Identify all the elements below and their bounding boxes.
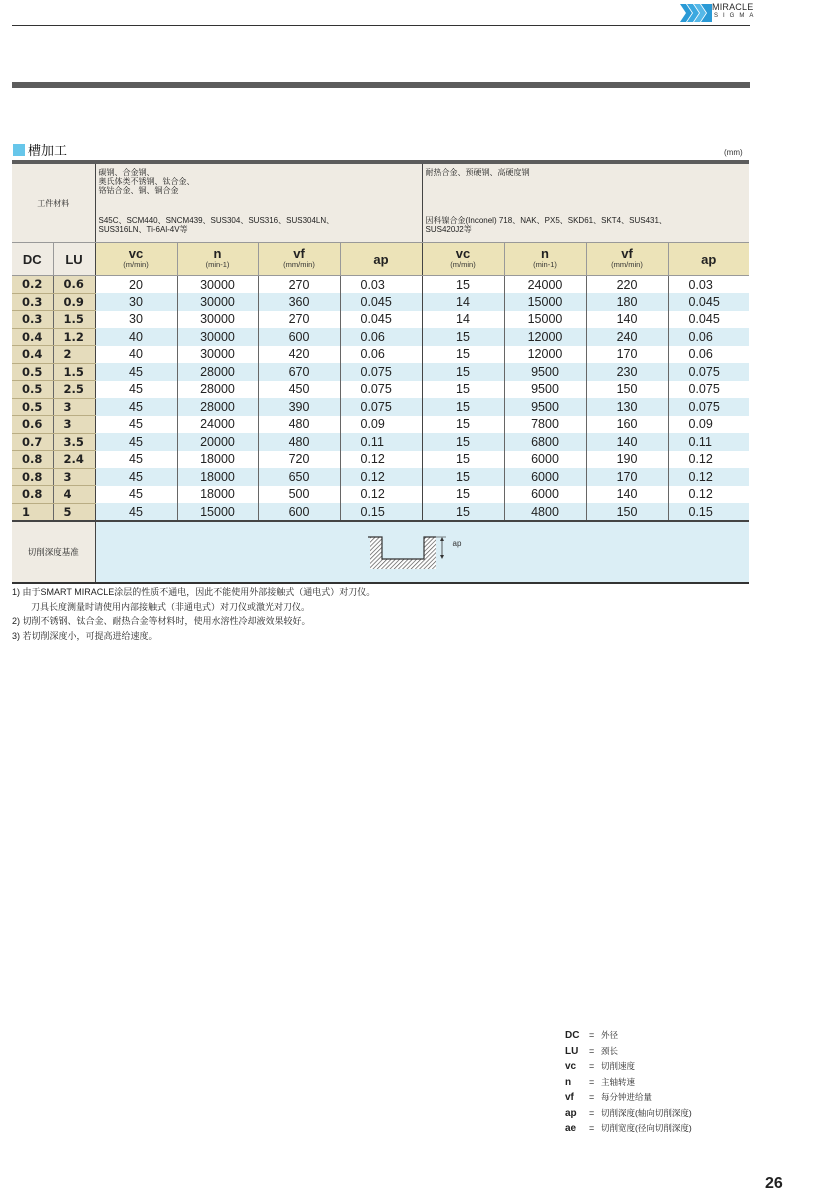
cell-g2-n: 15000 [504, 311, 586, 329]
header-g1-vc [95, 243, 177, 276]
table-row [12, 451, 749, 469]
cell-g2-vf: 190 [586, 451, 668, 469]
cell-g2-vc: 14 [422, 311, 504, 329]
cell-g1-n: 15000 [177, 503, 258, 521]
legend-key: DC [565, 1030, 580, 1041]
legend-key: vc [565, 1061, 577, 1072]
brand-line2: SIGMA [714, 13, 759, 19]
cell-g1-vf: 390 [258, 398, 340, 416]
note-text: 切削不锈钢、钛合金、耐热合金等材料时，使用水溶性冷却液效果较好。 [22, 616, 311, 626]
cell-g2-n: 24000 [504, 276, 586, 294]
header-name: n [541, 246, 549, 261]
cell-g2-ap: 0.12 [668, 468, 749, 486]
cell-dc: 0.4 [12, 346, 53, 364]
table-row [12, 433, 749, 451]
material-row [12, 164, 749, 243]
cell-g2-vc: 15 [422, 433, 504, 451]
cell-g1-n: 30000 [177, 293, 258, 311]
cell-g1-ap: 0.03 [340, 276, 422, 294]
cell-g1-vf: 270 [258, 311, 340, 329]
cell-g2-vc: 15 [422, 451, 504, 469]
cell-g2-vf: 150 [586, 503, 668, 521]
cell-g2-n: 6000 [504, 468, 586, 486]
cell-g1-ap: 0.075 [340, 398, 422, 416]
section-title [13, 140, 67, 159]
cell-g2-vf: 140 [586, 486, 668, 504]
cell-g1-vc: 45 [95, 451, 177, 469]
cell-g2-vf: 160 [586, 416, 668, 434]
cell-g1-ap: 0.045 [340, 311, 422, 329]
cell-g1-vc: 45 [95, 398, 177, 416]
table-row [12, 486, 749, 504]
cell-dc: 0.8 [12, 486, 53, 504]
header-name: ap [373, 251, 389, 267]
header-unit: (mm/min) [283, 260, 315, 269]
cell-lu: 1.2 [53, 328, 95, 346]
note-text: 若切削深度小，可提高进给速度。 [22, 630, 158, 641]
legend-key: vf [565, 1092, 574, 1103]
cell-dc: 0.8 [12, 468, 53, 486]
section-marker-icon [13, 144, 25, 156]
header-name: n [213, 246, 222, 261]
depth-reference-row [12, 521, 749, 583]
cell-lu: 3 [53, 468, 95, 486]
section-title-text: 槽加工 [28, 143, 68, 158]
cell-g1-n: 28000 [177, 381, 258, 399]
notes [12, 585, 375, 643]
cell-g2-vf: 240 [586, 328, 668, 346]
header-name: vf [293, 246, 305, 261]
cell-g1-ap: 0.15 [340, 503, 422, 521]
cell-g2-ap: 0.075 [668, 381, 749, 399]
cell-g1-ap: 0.075 [340, 381, 422, 399]
note-item [12, 600, 375, 615]
cell-g1-vf: 600 [258, 328, 340, 346]
unit-label: (mm) [724, 148, 743, 157]
cutting-conditions-table [12, 160, 749, 584]
cell-g1-n: 30000 [177, 311, 258, 329]
header-unit: (m/min) [123, 260, 149, 269]
slot-cross-section-diagram-icon [366, 533, 466, 573]
header-g1-vf [258, 243, 340, 276]
note-item [12, 585, 375, 600]
legend-desc: 主轴转速 [601, 1076, 636, 1087]
cell-g2-vc: 15 [422, 276, 504, 294]
cell-g2-ap: 0.03 [668, 276, 749, 294]
note-item [12, 614, 375, 629]
cell-g2-n: 12000 [504, 346, 586, 364]
cell-dc: 0.3 [12, 311, 53, 329]
header-unit: (min-1) [205, 260, 230, 269]
cell-g1-vc: 45 [95, 468, 177, 486]
legend-desc: 切削速度 [601, 1061, 636, 1071]
header-unit: (m/min) [450, 260, 476, 269]
header-name: vc [128, 246, 144, 261]
cell-g1-vc: 45 [95, 363, 177, 381]
note-number: 2) [12, 616, 21, 626]
legend-desc: 每分钟进给量 [601, 1092, 653, 1102]
cell-g2-vf: 230 [586, 363, 668, 381]
cell-g2-n: 12000 [504, 328, 586, 346]
note-item [12, 629, 375, 644]
cell-g2-n: 4800 [504, 503, 586, 521]
section-band [12, 82, 750, 88]
cell-dc: 1 [12, 503, 53, 521]
cell-dc: 0.2 [12, 276, 53, 294]
cell-g2-ap: 0.06 [668, 328, 749, 346]
page-number: 26 [765, 1175, 783, 1192]
legend-equals: = [589, 1030, 595, 1040]
cell-g1-vc: 30 [95, 311, 177, 329]
header-name: ap [701, 251, 717, 267]
chevron-stripes-logo-icon [680, 2, 712, 24]
legend-equals: = [589, 1076, 595, 1087]
legend-equals: = [589, 1061, 595, 1071]
cell-g2-n: 6000 [504, 451, 586, 469]
cell-g1-vf: 480 [258, 416, 340, 434]
cell-lu: 2.5 [53, 381, 95, 399]
cell-g1-n: 24000 [177, 416, 258, 434]
cell-g1-vf: 600 [258, 503, 340, 521]
material-group-1 [95, 164, 422, 243]
cell-lu: 4 [53, 486, 95, 504]
legend-item [565, 1059, 692, 1075]
cell-g2-vc: 15 [422, 503, 504, 521]
material-group-2-grades: 因科镍合金(Inconel) 718、NAK、PX5、SKD61、SKT4、SUS431、 SUS420J2等 [425, 216, 667, 234]
miracle-sigma-logo [680, 2, 759, 24]
legend-key: ae [565, 1123, 577, 1134]
cell-g1-ap: 0.09 [340, 416, 422, 434]
cell-g1-vf: 480 [258, 433, 340, 451]
table-row [12, 381, 749, 399]
table-row [12, 503, 749, 521]
cell-g1-n: 28000 [177, 363, 258, 381]
cell-dc: 0.7 [12, 433, 53, 451]
cell-g1-n: 30000 [177, 328, 258, 346]
cell-g1-n: 18000 [177, 451, 258, 469]
cell-lu: 2 [53, 346, 95, 364]
table-row [12, 468, 749, 486]
cell-g2-n: 6800 [504, 433, 586, 451]
ap-diagram-label: ap [452, 539, 462, 548]
legend-desc: 颈长 [601, 1045, 619, 1056]
cell-dc: 0.3 [12, 293, 53, 311]
cell-g2-vf: 130 [586, 398, 668, 416]
legend-item [565, 1090, 692, 1106]
material-group-1-names: 碳钢、合金钢、 奥氏体类不锈钢、钛合金、 铬钴合金、铜、铜合金 [98, 168, 195, 195]
cell-dc: 0.5 [12, 363, 53, 381]
cell-dc: 0.5 [12, 381, 53, 399]
cell-g1-vc: 30 [95, 293, 177, 311]
cell-g2-vc: 15 [422, 398, 504, 416]
cell-g1-n: 20000 [177, 433, 258, 451]
cell-g1-vc: 45 [95, 416, 177, 434]
legend-equals: = [589, 1107, 595, 1118]
table-row [12, 398, 749, 416]
cell-g2-n: 7800 [504, 416, 586, 434]
legend-item [565, 1028, 692, 1044]
legend-desc: 切削深度(轴向切削深度) [601, 1107, 692, 1118]
table-row [12, 276, 749, 294]
cell-g2-vf: 220 [586, 276, 668, 294]
cell-g2-n: 9500 [504, 398, 586, 416]
header-g2-vc [422, 243, 504, 276]
cell-lu: 3 [53, 398, 95, 416]
cell-g2-ap: 0.15 [668, 503, 749, 521]
header-unit: (mm/min) [611, 260, 643, 269]
legend-equals: = [589, 1092, 595, 1102]
table-row [12, 346, 749, 364]
cell-g1-n: 28000 [177, 398, 258, 416]
cell-lu: 1.5 [53, 311, 95, 329]
cell-g2-vf: 180 [586, 293, 668, 311]
cell-g2-n: 9500 [504, 381, 586, 399]
legend-desc: 外径 [601, 1030, 619, 1040]
cell-lu: 0.9 [53, 293, 95, 311]
header-g2-n [504, 243, 586, 276]
cell-dc: 0.4 [12, 328, 53, 346]
header-rule [12, 25, 750, 26]
cell-g2-ap: 0.12 [668, 486, 749, 504]
cell-g1-vc: 45 [95, 381, 177, 399]
cell-g1-vc: 40 [95, 328, 177, 346]
header-g2-ap [668, 243, 749, 276]
header-dc: DC [12, 243, 53, 276]
cell-g1-vc: 45 [95, 486, 177, 504]
cell-g2-n: 15000 [504, 293, 586, 311]
cell-g2-vc: 15 [422, 346, 504, 364]
note-text: 刀具长度测量时请使用内部接触式（非通电式）对刀仪或激光对刀仪。 [31, 601, 311, 612]
header-g1-n [177, 243, 258, 276]
material-group-2 [422, 164, 749, 243]
cell-g1-vf: 670 [258, 363, 340, 381]
cell-g2-vf: 140 [586, 311, 668, 329]
cell-g1-ap: 0.06 [340, 346, 422, 364]
legend-key: n [565, 1076, 572, 1088]
cell-lu: 0.6 [53, 276, 95, 294]
cell-g1-vc: 20 [95, 276, 177, 294]
brand-line1: MIRACLE [712, 2, 754, 12]
cell-g1-ap: 0.06 [340, 328, 422, 346]
header-g2-vf [586, 243, 668, 276]
legend-item [565, 1075, 692, 1091]
cell-g1-vc: 45 [95, 503, 177, 521]
cell-g1-n: 30000 [177, 276, 258, 294]
cell-g1-vf: 450 [258, 381, 340, 399]
legend-item [565, 1121, 692, 1137]
cell-g1-ap: 0.11 [340, 433, 422, 451]
cell-g1-vc: 40 [95, 346, 177, 364]
header-unit: (min-1) [533, 260, 557, 269]
cell-g2-vf: 150 [586, 381, 668, 399]
table-row [12, 328, 749, 346]
symbol-legend [565, 1028, 692, 1137]
note-number: 3) [12, 630, 21, 641]
table-row [12, 416, 749, 434]
cell-dc: 0.8 [12, 451, 53, 469]
cell-g2-ap: 0.075 [668, 398, 749, 416]
cell-g1-vf: 420 [258, 346, 340, 364]
depth-reference-label: 切削深度基准 [12, 521, 95, 583]
legend-equals: = [589, 1123, 595, 1133]
legend-item [565, 1044, 692, 1060]
legend-item [565, 1106, 692, 1122]
cell-g2-ap: 0.06 [668, 346, 749, 364]
cell-dc: 0.5 [12, 398, 53, 416]
legend-desc: 切削宽度(径向切削深度) [601, 1123, 692, 1133]
material-group-2-names: 耐热合金、预硬钢、高硬度钢 [425, 168, 530, 177]
cell-g2-ap: 0.075 [668, 363, 749, 381]
material-label: 工件材料 [12, 164, 95, 243]
cell-g2-vc: 14 [422, 293, 504, 311]
cell-g2-vf: 170 [586, 468, 668, 486]
cell-g2-n: 6000 [504, 486, 586, 504]
table-row [12, 311, 749, 329]
cell-g1-vf: 270 [258, 276, 340, 294]
cell-g2-vc: 15 [422, 486, 504, 504]
cell-lu: 3 [53, 416, 95, 434]
cell-g1-ap: 0.12 [340, 486, 422, 504]
note-text: 由于SMART MIRACLE涂层的性质不通电，因此不能使用外部接触式（通电式）对刀仪。 [22, 587, 376, 597]
cell-g1-ap: 0.045 [340, 293, 422, 311]
cell-g1-vf: 500 [258, 486, 340, 504]
table-body [12, 276, 749, 522]
cell-g2-ap: 0.045 [668, 311, 749, 329]
cell-g2-ap: 0.09 [668, 416, 749, 434]
material-group-1-grades: S45C、SCM440、SNCM439、SUS304、SUS316、SUS304LN、 SUS316LN、Ti-6Al-4V等 [98, 216, 335, 234]
cell-g2-vc: 15 [422, 381, 504, 399]
header-name: vc [455, 246, 471, 261]
cell-g2-n: 9500 [504, 363, 586, 381]
cell-g1-n: 18000 [177, 468, 258, 486]
cell-g2-vc: 15 [422, 468, 504, 486]
cell-lu: 5 [53, 503, 95, 521]
cell-g1-vf: 720 [258, 451, 340, 469]
cell-lu: 3.5 [53, 433, 95, 451]
table-row [12, 363, 749, 381]
cell-g2-vf: 140 [586, 433, 668, 451]
cell-g2-vf: 170 [586, 346, 668, 364]
cell-g2-ap: 0.12 [668, 451, 749, 469]
header-name: vf [621, 246, 633, 261]
table-row [12, 293, 749, 311]
header-g1-ap [340, 243, 422, 276]
cell-lu: 2.4 [53, 451, 95, 469]
cell-dc: 0.6 [12, 416, 53, 434]
header-lu: LU [53, 243, 95, 276]
cell-g1-ap: 0.12 [340, 468, 422, 486]
cell-g1-n: 18000 [177, 486, 258, 504]
cell-g1-ap: 0.12 [340, 451, 422, 469]
legend-key: LU [565, 1045, 579, 1057]
cell-g2-vc: 15 [422, 363, 504, 381]
cell-g1-ap: 0.075 [340, 363, 422, 381]
cell-g2-vc: 15 [422, 416, 504, 434]
cell-g1-n: 30000 [177, 346, 258, 364]
column-header-row [12, 243, 749, 276]
cell-g1-vc: 45 [95, 433, 177, 451]
cell-g2-vc: 15 [422, 328, 504, 346]
cell-g2-ap: 0.045 [668, 293, 749, 311]
note-number: 1) [12, 587, 21, 597]
legend-equals: = [589, 1045, 595, 1056]
cell-g2-ap: 0.11 [668, 433, 749, 451]
cell-g1-vf: 650 [258, 468, 340, 486]
cell-g1-vf: 360 [258, 293, 340, 311]
cell-lu: 1.5 [53, 363, 95, 381]
legend-key: ap [565, 1107, 577, 1119]
depth-reference-cell [95, 521, 749, 583]
